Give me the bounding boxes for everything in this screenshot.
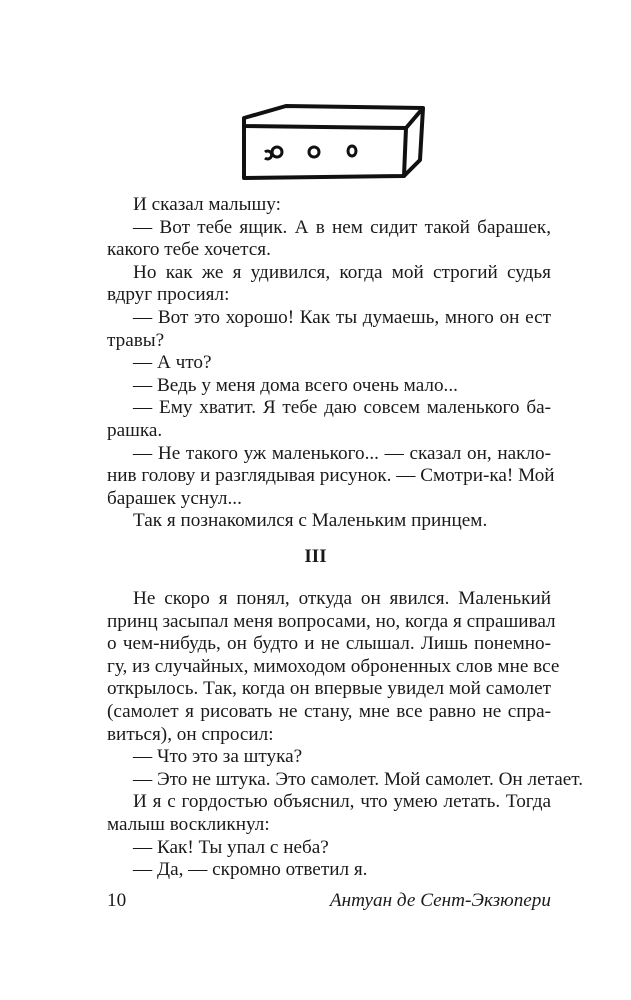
text-line: гу, из случайных, мимоходом оброненных слов мне все — [107, 655, 560, 677]
text-line: принц засыпал меня вопросами, но, когда я спрашивал — [107, 610, 556, 632]
box-illustration — [240, 104, 426, 182]
text-line: Не скоро я понял, откуда он явился. Маленький — [133, 588, 551, 609]
text-line: — Не такого уж маленького... — сказал он, накло- — [133, 442, 551, 464]
text-line: Так я познакомился с Маленьким принцем. — [133, 510, 488, 532]
text-line: — Как! Ты упал с неба? — [133, 836, 329, 858]
text-line: (самолет я рисовать не стану, мне все равно не спра- — [107, 700, 551, 722]
running-author: Антуан де Сент-Экзюпери — [329, 890, 551, 911]
text-line: какого тебе хочется. — [107, 239, 271, 261]
text-line: нив голову и разглядывая рисунок. — Смотри-ка! Мой — [107, 465, 555, 487]
text-block-2 — [107, 588, 583, 882]
text-line: Но как же я удивился, когда мой строгий судья — [133, 261, 551, 283]
page-number: 10 — [107, 890, 127, 911]
chapter-heading: III — [304, 546, 327, 567]
text-line: И я с гордостью объяснил, что умею летать. Тогда — [133, 791, 551, 813]
text-line: — Что это за штука? — [133, 746, 303, 768]
text-line: вдруг просиял: — [107, 284, 230, 306]
text-line: малыш воскликнул: — [107, 813, 270, 835]
text-line: открылось. Так, когда он впервые увидел мой самолет — [107, 678, 551, 700]
text-line: — Ведь у меня дома всего очень мало... — [133, 374, 458, 396]
text-line: — Ему хватит. Я тебе даю совсем маленького ба- — [133, 397, 551, 419]
text-line: — Да, — скромно ответил я. — [133, 859, 368, 881]
text-line: виться), он спросил: — [107, 723, 274, 745]
text-line: — А что? — [133, 352, 212, 374]
text-line: — Вот тебе ящик. А в нем сидит такой барашек, — [133, 216, 551, 238]
text-line: о чем-нибудь, он будто и не слышал. Лишь понемно- — [107, 633, 551, 655]
text-line: травы? — [107, 329, 165, 351]
text-block-1 — [107, 194, 555, 533]
text-line: барашек уснул... — [107, 487, 242, 509]
text-line: — Вот это хорошо! Как ты думаешь, много он ест — [133, 306, 551, 328]
text-line: рашка. — [107, 419, 163, 441]
text-line: — Это не штука. Это самолет. Мой самолет. Он летает. — [133, 768, 583, 790]
text-line: И сказал малышу: — [133, 194, 281, 215]
